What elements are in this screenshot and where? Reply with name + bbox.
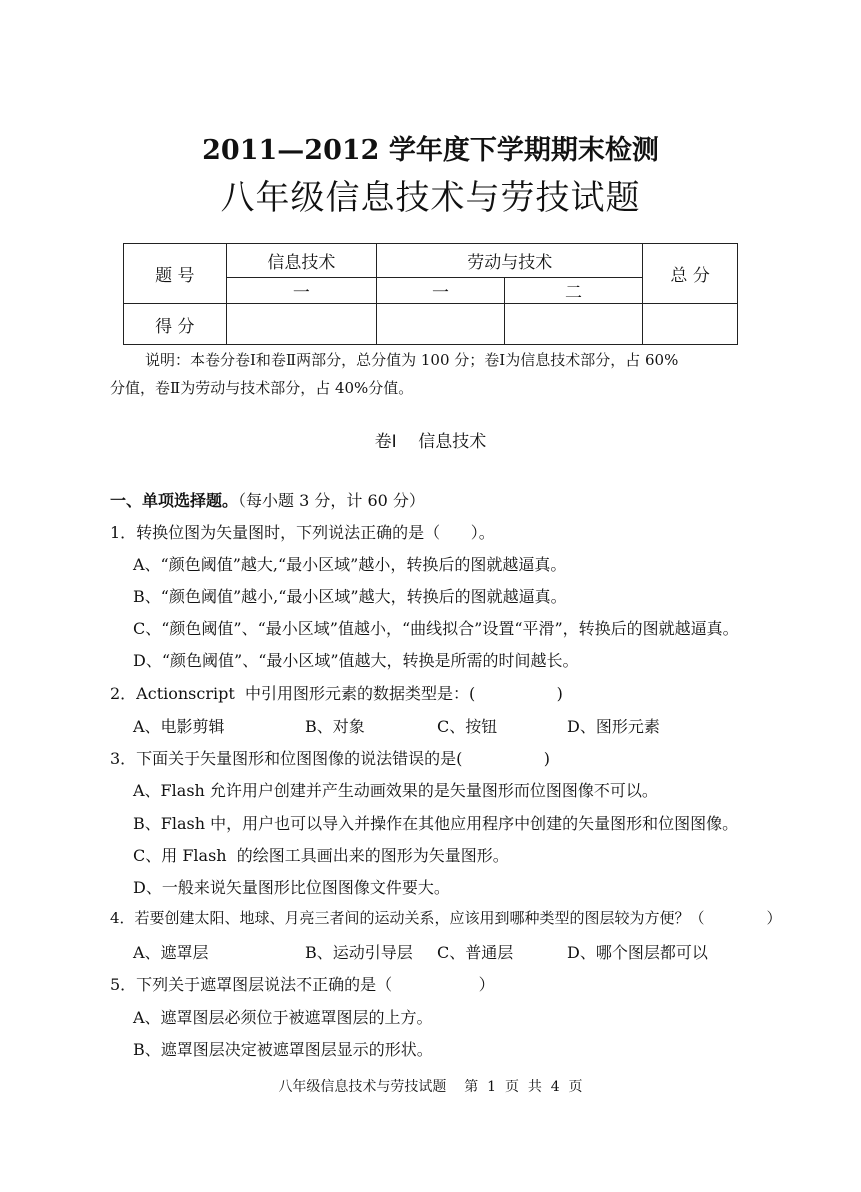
score-cell-labor-2	[504, 304, 643, 345]
question-5-option-b: B、遮罩图层决定被遮罩图层显示的形状。	[133, 1040, 433, 1059]
question-4-option-b: B、运动引导层	[305, 943, 413, 962]
part-heading	[110, 488, 425, 511]
score-cell-total	[643, 304, 738, 345]
question-3-option-c: C、用 Flash 的绘图工具画出来的图形为矢量图形。	[133, 846, 509, 865]
info-part-one: 一	[226, 278, 376, 304]
info-tech-header: 信息技术	[226, 244, 376, 278]
total-score-header: 总 分	[643, 244, 738, 304]
exam-title-line2: 八年级信息技术与劳技试题	[220, 178, 641, 218]
score-cell-labor-1	[377, 304, 505, 345]
part-heading-points: （每小题 3 分，计 60 分）	[238, 491, 425, 510]
score-cell-info	[226, 304, 376, 345]
question-2-option-c: C、按钮	[437, 717, 498, 736]
question-1-option-c: C、“颜色阈值”、“最小区域”值越小，“曲线拟合”设置“平滑”，转换后的图就越逼真。	[133, 619, 739, 638]
score-row-label: 得 分	[124, 304, 227, 345]
labor-tech-header: 劳动与技术	[377, 244, 643, 278]
page-footer: 八年级信息技术与劳技试题 第 1 页 共 4 页	[278, 1079, 583, 1095]
labor-part-two: 二	[504, 278, 643, 304]
question-3-option-a: A、Flash 允许用户创建并产生动画效果的是矢量图形而位图图像不可以。	[133, 781, 658, 800]
question-4-option-d: D、哪个图层都可以	[567, 943, 708, 962]
question-2-option-a: A、电影剪辑	[133, 717, 225, 736]
labor-part-one: 一	[377, 278, 505, 304]
question-2-option-d: D、图形元素	[567, 717, 660, 736]
question-4-option-c: C、普通层	[437, 943, 514, 962]
score-table	[123, 243, 738, 345]
question-2-option-b: B、对象	[305, 717, 365, 736]
question-3-option-b: B、Flash 中，用户也可以导入并操作在其他应用程序中创建的矢量图形和位图图像。	[133, 814, 739, 833]
question-3-option-d: D、一般来说矢量图形比位图图像文件要大。	[133, 878, 450, 897]
question-1-stem: 1．转换位图为矢量图时，下列说法正确的是（ ）。	[110, 523, 495, 542]
exam-title-line1: 2011—2012 学年度下学期期末检测	[202, 135, 659, 166]
question-number-header: 题 号	[124, 244, 227, 304]
question-1-option-d: D、“颜色阈值”、“最小区域”值越大，转换是所需的时间越长。	[133, 651, 579, 670]
instructions-line2: 分值，卷Ⅱ为劳动与技术部分，占 40%分值。	[110, 379, 414, 397]
question-4-stem: 4．若要创建太阳、地球、月亮三者间的运动关系，应该用到哪种类型的图层较为方便？（ ）	[110, 909, 782, 927]
question-5-option-a: A、遮罩图层必须位于被遮罩图层的上方。	[133, 1008, 433, 1027]
question-2-stem: 2．Actionscript 中引用图形元素的数据类型是：( )	[110, 684, 563, 703]
volume-title: 卷Ⅰ 信息技术	[374, 432, 487, 452]
part-heading-title: 一、单项选择题。	[110, 491, 239, 510]
question-3-stem: 3．下面关于矢量图形和位图图像的说法错误的是( )	[110, 749, 551, 768]
instructions-line1: 说明：本卷分卷Ⅰ和卷Ⅱ两部分，总分值为 100 分；卷Ⅰ为信息技术部分，占 60%	[145, 351, 679, 369]
question-1-option-a: A、“颜色阈值”越大,“最小区域”越小，转换后的图就越逼真。	[133, 555, 567, 574]
question-5-stem: 5．下列关于遮罩图层说法不正确的是（ ）	[110, 975, 495, 994]
question-1-option-b: B、“颜色阈值”越小,“最小区域”越大，转换后的图就越逼真。	[133, 587, 567, 606]
question-4-option-a: A、遮罩层	[133, 943, 209, 962]
